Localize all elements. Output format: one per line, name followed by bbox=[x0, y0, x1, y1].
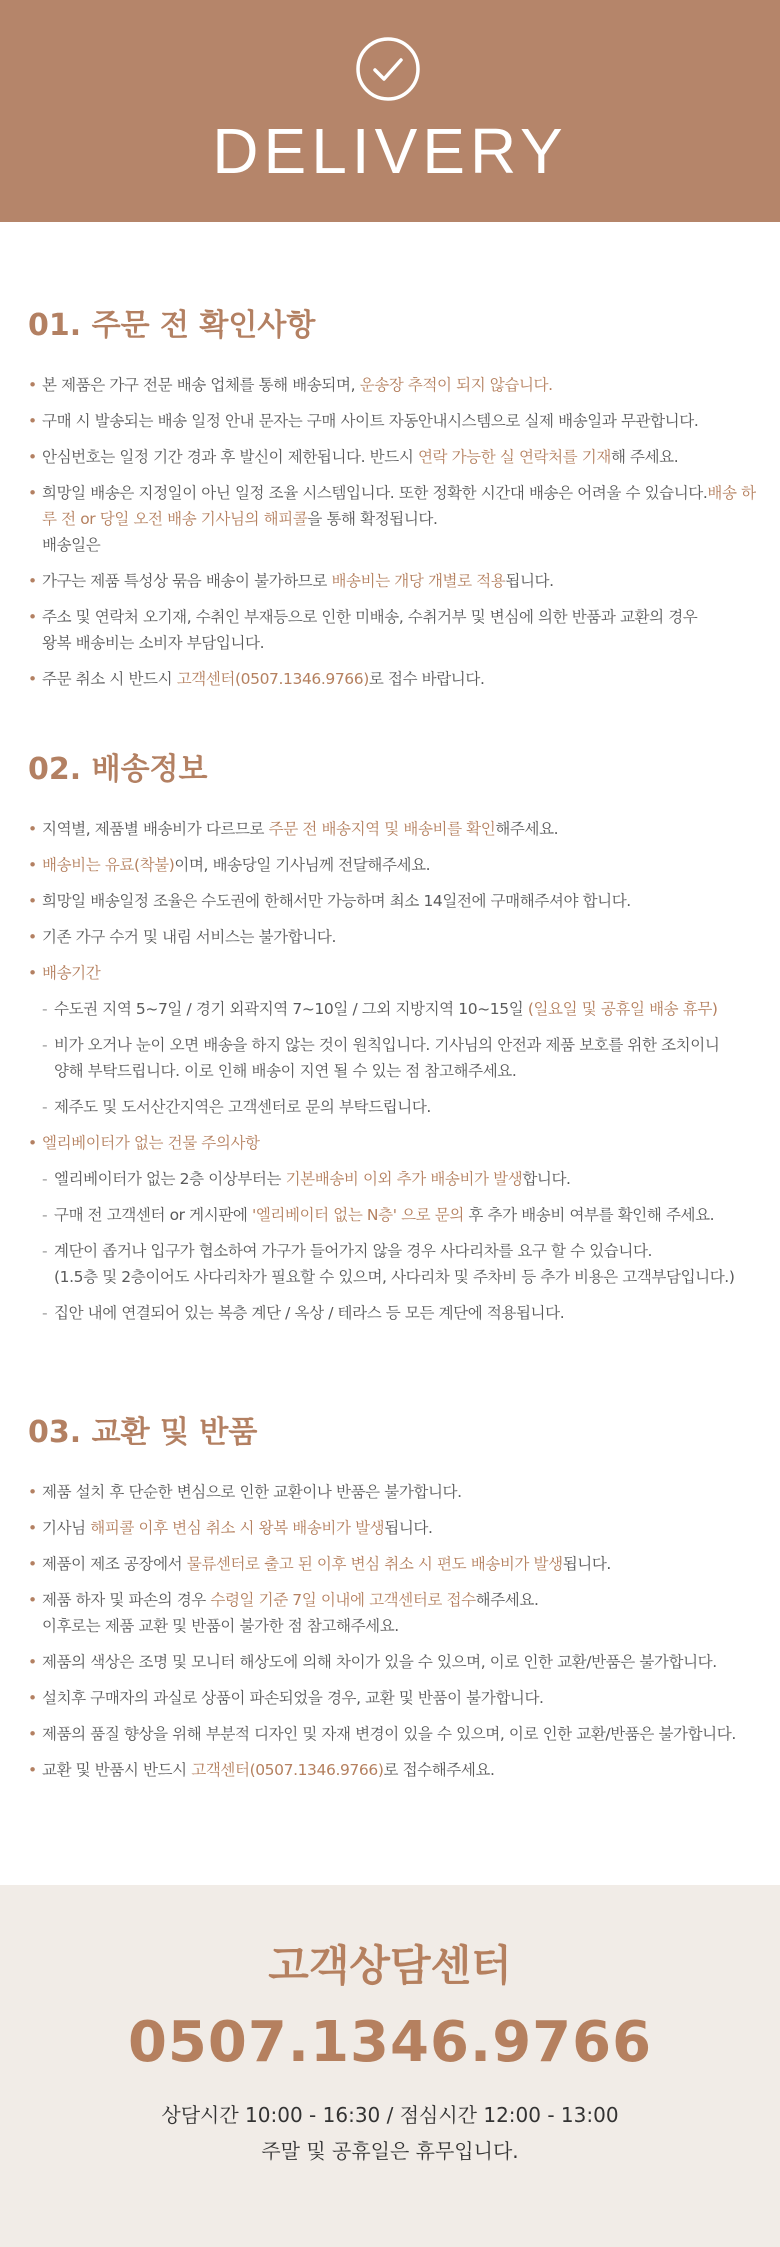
customer-center bbox=[0, 1885, 780, 2247]
item-text-line2: 양해 부탁드립니다. 이로 인해 배송이 지연 될 수 있는 점 참고해주세요. bbox=[54, 1062, 517, 1080]
item-text: 설치후 구매자의 과실로 상품이 파손되었을 경우, 교환 및 반품이 불가합니다. bbox=[42, 1689, 544, 1707]
list-item bbox=[28, 1479, 760, 1505]
highlight-text: 배송 하루 전 or 당일 오전 배송 기사님의 해피콜 bbox=[42, 484, 756, 528]
bullet-icon: • bbox=[28, 1653, 37, 1671]
list-item bbox=[28, 480, 760, 558]
highlight-text: 배송비는 유료(착불) bbox=[42, 856, 175, 874]
list-item bbox=[28, 852, 760, 878]
list-item bbox=[28, 568, 760, 594]
item-text: 계단이 좁거나 입구가 협소하여 가구가 들어가지 않을 경우 사다리차를 요구 할 수 있습니다. bbox=[54, 1242, 653, 1260]
bullet-icon: • bbox=[28, 608, 37, 626]
section-exchange-return bbox=[28, 1413, 760, 1793]
dash-marker: - bbox=[42, 1036, 48, 1054]
highlight-text: 연락 가능한 실 연락처를 기재 bbox=[417, 448, 611, 466]
highlight-text: 해피콜 이후 변심 취소 시 왕복 배송비가 발생 bbox=[90, 1519, 385, 1537]
highlight-text: 운송장 추적이 되지 않습니다. bbox=[359, 376, 553, 394]
highlight-text: 수령일 기준 7일 이내에 고객센터로 접수 bbox=[210, 1591, 476, 1609]
customer-center-phone[interactable]: 0507.1346.9766 bbox=[127, 2010, 653, 2075]
bullet-icon: • bbox=[28, 1689, 37, 1707]
bullet-icon: • bbox=[28, 448, 37, 466]
item-text: 교환 및 반품시 반드시 bbox=[42, 1761, 192, 1779]
item-text: 을 통해 확정됩니다. bbox=[307, 510, 438, 528]
sub-item bbox=[28, 1238, 760, 1290]
item-text: 제품 설치 후 단순한 변심으로 인한 교환이나 반품은 불가합니다. bbox=[42, 1483, 462, 1501]
item-text-line2: (1.5층 및 2층이어도 사다리차가 필요할 수 있으며, 사다리차 및 주차비 등 추가 비용은 고객부담입니다.) bbox=[54, 1268, 735, 1286]
item-text: 주소 및 연락처 오기재, 수취인 부재등으로 인한 미배송, 수취거부 및 변심에 의한 반품과 교환의 경우 bbox=[42, 608, 698, 626]
item-text: 됩니다. bbox=[505, 572, 554, 590]
item-text: 희망일 배송일정 조율은 수도권에 한해서만 가능하며 최소 14일전에 구매해주셔야 합니다. bbox=[42, 892, 631, 910]
item-text: 비가 오거나 눈이 오면 배송을 하지 않는 것이 원칙입니다. 기사님의 안전과 제품 보호를 위한 조치이니 bbox=[54, 1036, 720, 1054]
section-order-check bbox=[28, 306, 760, 702]
section-title: 02. 배송정보 bbox=[28, 752, 208, 787]
item-text: 가구는 제품 특성상 묶음 배송이 불가하므로 bbox=[42, 572, 332, 590]
sub-item bbox=[28, 1166, 760, 1192]
sub-heading-text: 엘리베이터가 없는 건물 주의사항 bbox=[42, 1134, 260, 1152]
item-text: 안심번호는 일정 기간 경과 후 발신이 제한됩니다. 반드시 bbox=[42, 448, 418, 466]
item-list bbox=[28, 372, 760, 692]
item-text: 수도권 지역 5~7일 / 경기 외곽지역 7~10일 / 그외 지방지역 10~15일 bbox=[54, 1000, 528, 1018]
item-text: 주문 취소 시 반드시 bbox=[42, 670, 177, 688]
bullet-icon: • bbox=[28, 670, 37, 688]
holiday-note: 주말 및 공휴일은 휴무입니다. bbox=[261, 2139, 519, 2163]
highlight-text: 기본배송비 이외 추가 배송비가 발생 bbox=[285, 1170, 523, 1188]
list-item bbox=[28, 816, 760, 842]
bullet-icon: • bbox=[28, 1591, 37, 1609]
section-title: 03. 교환 및 반품 bbox=[28, 1415, 258, 1450]
bullet-icon: • bbox=[28, 412, 37, 430]
item-text: 구매 시 발송되는 배송 일정 안내 문자는 구매 사이트 자동안내시스템으로 실제 배송일과 무관합니다. bbox=[42, 412, 699, 430]
dash-marker: - bbox=[42, 1098, 48, 1116]
highlight-text: 주문 전 배송지역 및 배송비를 확인 bbox=[268, 820, 496, 838]
bullet-icon: • bbox=[28, 1725, 37, 1743]
item-text: 로 접수해주세요. bbox=[383, 1761, 495, 1779]
list-item bbox=[28, 604, 760, 656]
list-item bbox=[28, 1649, 760, 1675]
item-text: 제품이 제조 공장에서 bbox=[42, 1555, 187, 1573]
bullet-icon: • bbox=[28, 928, 37, 946]
item-text: 합니다. bbox=[522, 1170, 571, 1188]
sub-heading-text: 배송기간 bbox=[42, 964, 101, 982]
item-text: 해 주세요. bbox=[610, 448, 679, 466]
sub-heading bbox=[28, 1130, 760, 1156]
list-item bbox=[28, 1551, 760, 1577]
business-hours: 상담시간 10:00 - 16:30 / 점심시간 12:00 - 13:00 bbox=[161, 2103, 619, 2127]
highlight-text: 고객센터(0507.1346.9766) bbox=[176, 670, 369, 688]
item-text: 이며, 배송당일 기사님께 전달해주세요. bbox=[174, 856, 431, 874]
item-list bbox=[28, 1479, 760, 1783]
item-text: 해주세요. bbox=[475, 1591, 539, 1609]
bullet-icon: • bbox=[28, 856, 37, 874]
bullet-icon: • bbox=[28, 572, 37, 590]
bullet-icon: • bbox=[28, 1134, 37, 1152]
sub-item bbox=[28, 1202, 760, 1228]
highlight-text: 물류센터로 출고 된 이후 변심 취소 시 편도 배송비가 발생 bbox=[186, 1555, 563, 1573]
bullet-icon: • bbox=[28, 1761, 37, 1779]
list-item bbox=[28, 408, 760, 434]
item-text: 구매 전 고객센터 or 게시판에 bbox=[54, 1206, 252, 1224]
item-text: 기존 가구 수거 및 내림 서비스는 불가합니다. bbox=[42, 928, 337, 946]
item-text: 기사님 bbox=[42, 1519, 91, 1537]
bullet-icon: • bbox=[28, 964, 37, 982]
bullet-icon: • bbox=[28, 1555, 37, 1573]
item-text: 제품의 색상은 조명 및 모니터 해상도에 의해 차이가 있을 수 있으며, 이로 인한 교환/반품은 불가합니다. bbox=[42, 1653, 717, 1671]
sub-item bbox=[28, 1300, 760, 1326]
dash-marker: - bbox=[42, 1242, 48, 1260]
page-title: DELIVERY bbox=[212, 115, 568, 187]
dash-marker: - bbox=[42, 1206, 48, 1224]
item-text: 후 추가 배송비 여부를 확인해 주세요. bbox=[463, 1206, 715, 1224]
item-text: 제품 하자 및 파손의 경우 bbox=[42, 1591, 211, 1609]
highlight-text: '엘리베이터 없는 N층' 으로 문의 bbox=[252, 1206, 464, 1224]
item-list bbox=[28, 816, 760, 1326]
sub-item bbox=[28, 1032, 760, 1084]
item-text: 됩니다. bbox=[384, 1519, 433, 1537]
item-text-line2: 배송일은 bbox=[42, 536, 101, 554]
sub-item bbox=[28, 1094, 760, 1120]
item-text: 제품의 품질 향상을 위해 부분적 디자인 및 자재 변경이 있을 수 있으며, 이로 인한 교환/반품은 불가합니다. bbox=[42, 1725, 736, 1743]
sub-item bbox=[28, 996, 760, 1022]
item-text: 됩니다. bbox=[562, 1555, 611, 1573]
list-item bbox=[28, 666, 760, 692]
item-text: 엘리베이터가 없는 2층 이상부터는 bbox=[54, 1170, 286, 1188]
highlight-text: (일요일 및 공휴일 배송 휴무) bbox=[527, 1000, 718, 1018]
bullet-icon: • bbox=[28, 1519, 37, 1537]
dash-marker: - bbox=[42, 1000, 48, 1018]
section-delivery-info bbox=[28, 750, 760, 1336]
customer-center-title: 고객상담센터 bbox=[268, 1941, 512, 1990]
item-text: 제주도 및 도서산간지역은 고객센터로 문의 부탁드립니다. bbox=[54, 1098, 431, 1116]
list-item bbox=[28, 444, 760, 470]
list-item bbox=[28, 1757, 760, 1783]
highlight-text: 배송비는 개당 개별로 적용 bbox=[331, 572, 506, 590]
item-text: 본 제품은 가구 전문 배송 업체를 통해 배송되며, bbox=[42, 376, 360, 394]
list-item bbox=[28, 924, 760, 950]
item-text: 집안 내에 연결되어 있는 복층 계단 / 옥상 / 테라스 등 모든 계단에 적용됩니다. bbox=[54, 1304, 565, 1322]
bullet-icon: • bbox=[28, 820, 37, 838]
item-text-line2: 왕복 배송비는 소비자 부담입니다. bbox=[42, 634, 265, 652]
dash-marker: - bbox=[42, 1170, 48, 1188]
list-item bbox=[28, 372, 760, 398]
section-title: 01. 주문 전 확인사항 bbox=[28, 308, 316, 343]
highlight-text: 고객센터(0507.1346.9766) bbox=[191, 1761, 384, 1779]
bullet-icon: • bbox=[28, 484, 37, 502]
list-item bbox=[28, 1685, 760, 1711]
check-circle-icon bbox=[355, 36, 421, 102]
list-item bbox=[28, 1587, 760, 1639]
item-text: 지역별, 제품별 배송비가 다르므로 bbox=[42, 820, 269, 838]
item-text: 로 접수 바랍니다. bbox=[368, 670, 485, 688]
bullet-icon: • bbox=[28, 1483, 37, 1501]
dash-marker: - bbox=[42, 1304, 48, 1322]
sub-heading bbox=[28, 960, 760, 986]
list-item bbox=[28, 888, 760, 914]
item-text: 해주세요. bbox=[495, 820, 559, 838]
bullet-icon: • bbox=[28, 376, 37, 394]
bullet-icon: • bbox=[28, 892, 37, 910]
item-text-line2: 이후로는 제품 교환 및 반품이 불가한 점 참고해주세요. bbox=[42, 1617, 399, 1635]
item-text: 희망일 배송은 지정일이 아닌 일정 조율 시스템입니다. 또한 정확한 시간대 배송은 어려울 수 있습니다. bbox=[42, 484, 708, 502]
delivery-header bbox=[0, 0, 780, 222]
list-item bbox=[28, 1721, 760, 1747]
list-item bbox=[28, 1515, 760, 1541]
